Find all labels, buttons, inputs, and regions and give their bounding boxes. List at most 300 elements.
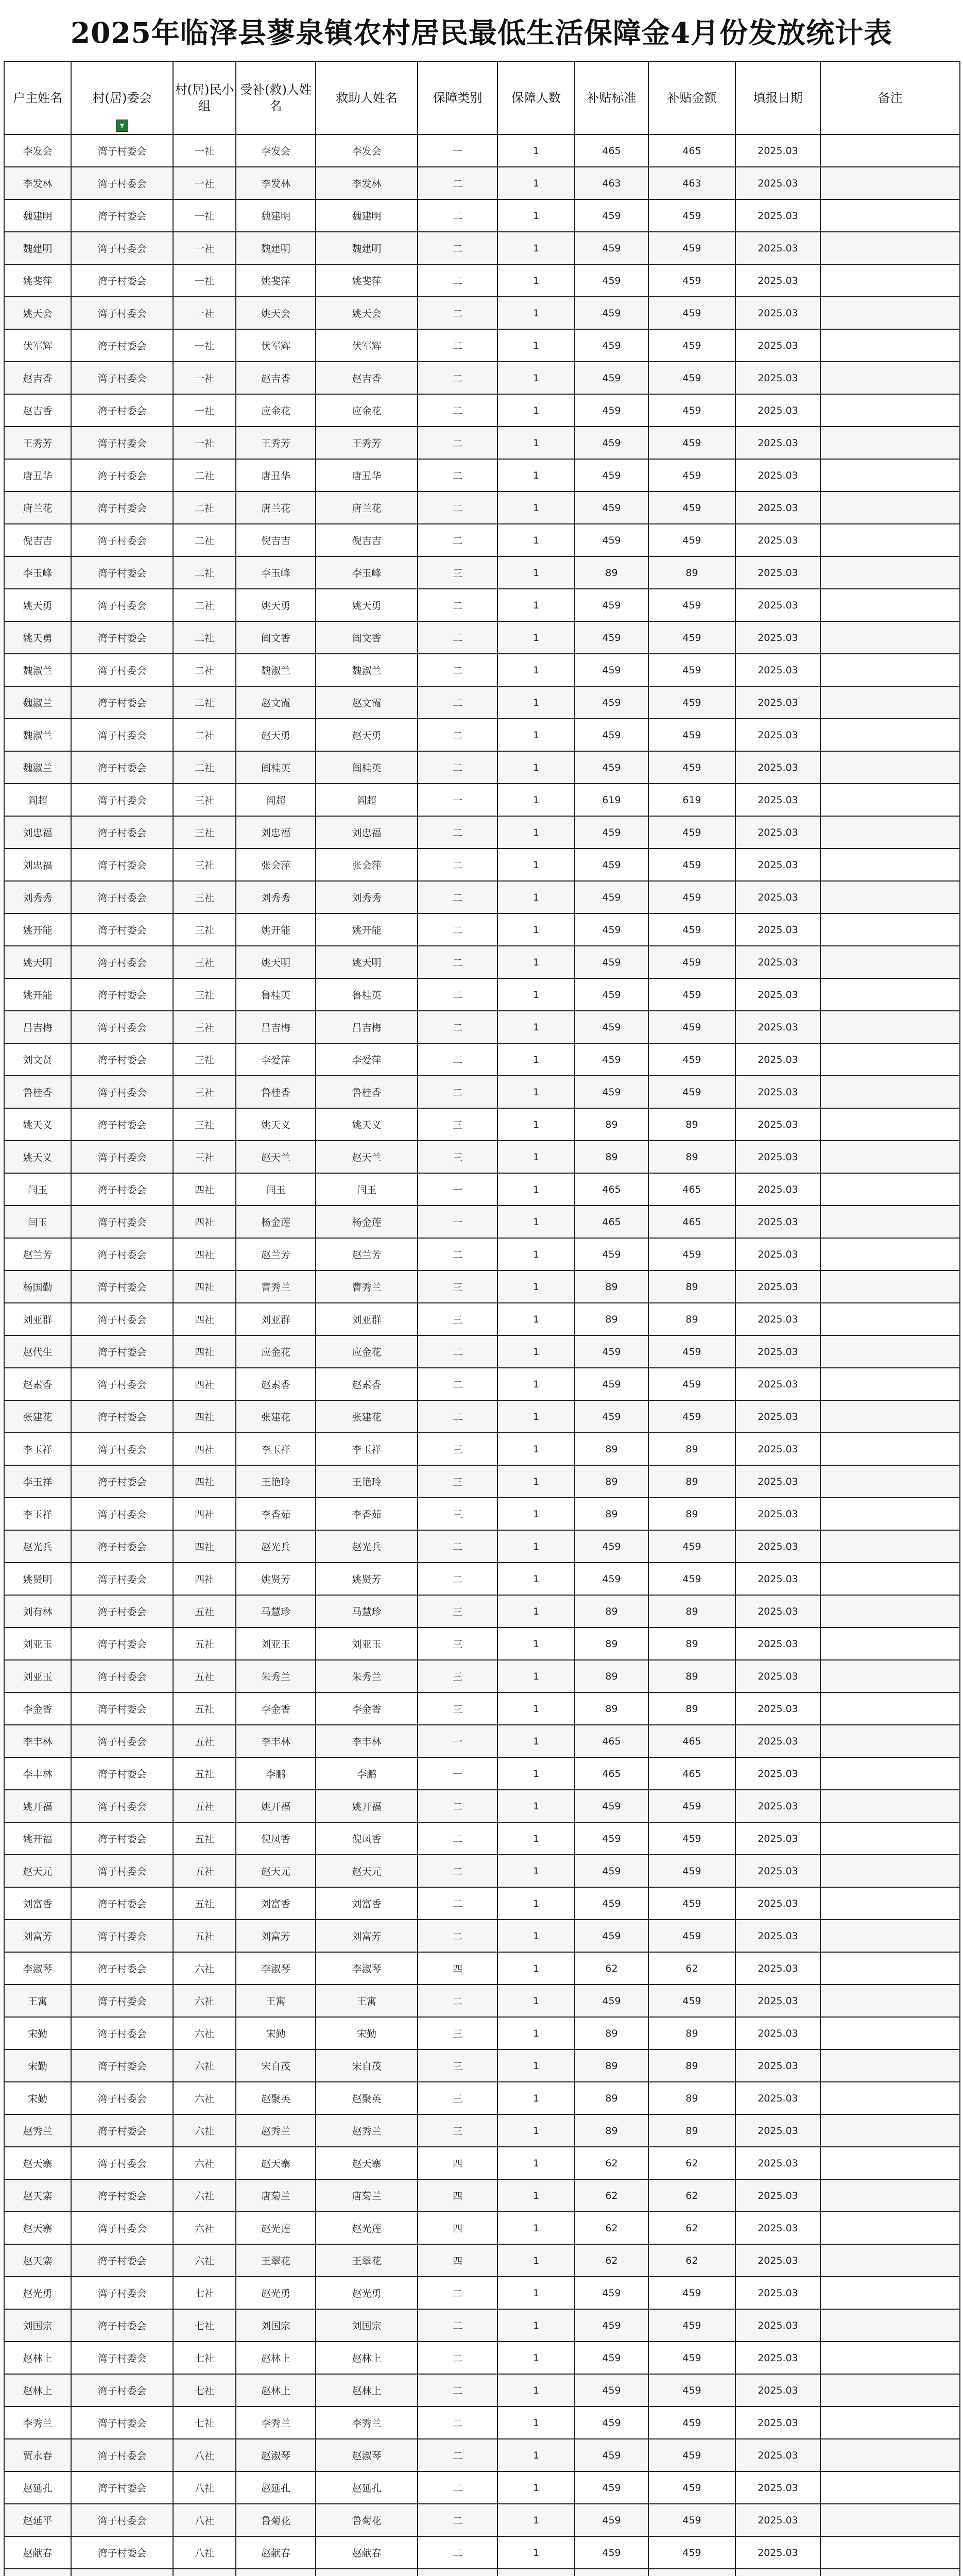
cell-aid-person[interactable]: 赵素香 <box>316 1368 418 1400</box>
cell-standard[interactable]: 459 <box>575 1855 648 1887</box>
cell-village-group[interactable]: 五社 <box>173 1790 236 1822</box>
cell-village-group[interactable]: 二社 <box>173 524 236 556</box>
cell-category[interactable]: 三 <box>418 1303 497 1335</box>
cell-standard[interactable]: 62 <box>575 1952 648 1985</box>
cell-remarks[interactable] <box>820 1303 960 1335</box>
cell-remarks[interactable] <box>820 2017 960 2049</box>
cell-village-group[interactable]: 三社 <box>173 849 236 881</box>
cell-category[interactable]: 三 <box>418 1433 497 1465</box>
cell-amount[interactable]: 465 <box>648 1173 735 1206</box>
cell-category[interactable]: 二 <box>418 686 497 719</box>
cell-standard[interactable]: 459 <box>575 1563 648 1595</box>
cell-standard[interactable]: 459 <box>575 1043 648 1076</box>
cell-category[interactable]: 二 <box>418 524 497 556</box>
cell-remarks[interactable] <box>820 1725 960 1757</box>
cell-recipient[interactable]: 唐菊兰 <box>236 2179 316 2212</box>
cell-recipient[interactable]: 张会萍 <box>236 849 316 881</box>
cell-aid-person[interactable]: 刘国宗 <box>316 2309 418 2342</box>
cell-remarks[interactable] <box>820 719 960 751</box>
cell-recipient[interactable]: 刘忠福 <box>236 816 316 849</box>
cell-count[interactable]: 1 <box>497 199 575 232</box>
cell-amount[interactable]: 459 <box>648 2536 735 2569</box>
cell-count[interactable]: 1 <box>497 2342 575 2374</box>
cell-village-committee[interactable]: 湾子村委会 <box>71 2504 173 2536</box>
cell-amount[interactable]: 459 <box>648 1335 735 1368</box>
cell-village-group[interactable]: 一社 <box>173 329 236 362</box>
cell-standard[interactable]: 459 <box>575 751 648 784</box>
cell-amount[interactable] <box>648 2569 735 2576</box>
cell-date[interactable]: 2025.03 <box>735 1400 820 1433</box>
cell-category[interactable]: 二 <box>418 2439 497 2471</box>
cell-category[interactable]: 二 <box>418 2536 497 2569</box>
cell-date[interactable]: 2025.03 <box>735 2114 820 2147</box>
cell-village-group[interactable]: 三社 <box>173 1076 236 1108</box>
column-header-recipient[interactable] <box>236 61 316 134</box>
cell-date[interactable]: 2025.03 <box>735 816 820 849</box>
cell-aid-person[interactable]: 李鹏 <box>316 1757 418 1790</box>
cell-standard[interactable]: 459 <box>575 459 648 492</box>
cell-standard[interactable]: 459 <box>575 589 648 621</box>
cell-category[interactable]: 四 <box>418 2147 497 2179</box>
cell-standard[interactable]: 459 <box>575 1790 648 1822</box>
cell-standard[interactable]: 465 <box>575 1725 648 1757</box>
cell-date[interactable]: 2025.03 <box>735 2342 820 2374</box>
cell-category[interactable]: 三 <box>418 2114 497 2147</box>
cell-aid-person[interactable]: 李淑琴 <box>316 1952 418 1985</box>
cell-standard[interactable]: 459 <box>575 946 648 978</box>
cell-amount[interactable]: 459 <box>648 394 735 427</box>
cell-village-committee[interactable]: 湾子村委会 <box>71 2309 173 2342</box>
cell-village-committee[interactable]: 湾子村委会 <box>71 1303 173 1335</box>
cell-date[interactable]: 2025.03 <box>735 2374 820 2406</box>
cell-count[interactable]: 1 <box>497 459 575 492</box>
cell-householder[interactable]: 唐兰花 <box>4 492 71 524</box>
cell-category[interactable]: 二 <box>418 199 497 232</box>
cell-village-group[interactable]: 二社 <box>173 654 236 686</box>
cell-count[interactable]: 1 <box>497 1887 575 1920</box>
cell-remarks[interactable] <box>820 2439 960 2471</box>
cell-count[interactable]: 1 <box>497 492 575 524</box>
cell-category[interactable]: 二 <box>418 492 497 524</box>
cell-recipient[interactable] <box>236 2569 316 2576</box>
cell-householder[interactable]: 赵林上 <box>4 2374 71 2406</box>
cell-recipient[interactable]: 赵光勇 <box>236 2277 316 2309</box>
cell-count[interactable]: 1 <box>497 1076 575 1108</box>
cell-standard[interactable]: 89 <box>575 1108 648 1141</box>
cell-recipient[interactable]: 赵吉香 <box>236 362 316 394</box>
cell-date[interactable]: 2025.03 <box>735 654 820 686</box>
cell-householder[interactable]: 赵天寨 <box>4 2212 71 2244</box>
cell-householder[interactable]: 姚斐萍 <box>4 264 71 297</box>
cell-remarks[interactable] <box>820 1757 960 1790</box>
cell-householder[interactable]: 李秀兰 <box>4 2406 71 2439</box>
cell-amount[interactable]: 465 <box>648 1206 735 1238</box>
cell-amount[interactable]: 459 <box>648 686 735 719</box>
cell-date[interactable]: 2025.03 <box>735 1368 820 1400</box>
cell-aid-person[interactable] <box>316 2569 418 2576</box>
column-header-householder[interactable] <box>4 61 71 134</box>
cell-aid-person[interactable]: 赵林上 <box>316 2342 418 2374</box>
cell-standard[interactable]: 89 <box>575 556 648 589</box>
cell-remarks[interactable] <box>820 946 960 978</box>
cell-village-group[interactable]: 四社 <box>173 1465 236 1498</box>
cell-category[interactable]: 三 <box>418 1660 497 1692</box>
cell-householder[interactable]: 赵兰芳 <box>4 1238 71 1270</box>
cell-householder[interactable]: 赵林上 <box>4 2342 71 2374</box>
column-header-village-committee[interactable] <box>71 61 173 134</box>
cell-remarks[interactable] <box>820 2406 960 2439</box>
cell-recipient[interactable]: 张建花 <box>236 1400 316 1433</box>
cell-householder[interactable]: 魏淑兰 <box>4 751 71 784</box>
cell-householder[interactable]: 姚天勇 <box>4 589 71 621</box>
cell-category[interactable]: 二 <box>418 621 497 654</box>
cell-recipient[interactable]: 唐丑华 <box>236 459 316 492</box>
cell-village-group[interactable]: 五社 <box>173 1887 236 1920</box>
cell-category[interactable]: 三 <box>418 1465 497 1498</box>
cell-amount[interactable]: 619 <box>648 784 735 816</box>
cell-amount[interactable]: 89 <box>648 1498 735 1530</box>
cell-date[interactable]: 2025.03 <box>735 492 820 524</box>
cell-village-committee[interactable]: 湾子村委会 <box>71 784 173 816</box>
cell-date[interactable]: 2025.03 <box>735 2439 820 2471</box>
cell-village-committee[interactable]: 湾子村委会 <box>71 1206 173 1238</box>
cell-recipient[interactable]: 李爱萍 <box>236 1043 316 1076</box>
cell-standard[interactable]: 459 <box>575 362 648 394</box>
cell-amount[interactable]: 459 <box>648 978 735 1011</box>
cell-aid-person[interactable]: 刘亚玉 <box>316 1628 418 1660</box>
cell-standard[interactable]: 459 <box>575 2342 648 2374</box>
cell-remarks[interactable] <box>820 2147 960 2179</box>
cell-standard[interactable]: 459 <box>575 816 648 849</box>
cell-householder[interactable]: 魏淑兰 <box>4 719 71 751</box>
cell-category[interactable]: 二 <box>418 2277 497 2309</box>
cell-category[interactable]: 二 <box>418 2504 497 2536</box>
cell-count[interactable]: 1 <box>497 1595 575 1628</box>
cell-recipient[interactable]: 姚开福 <box>236 1790 316 1822</box>
cell-category[interactable] <box>418 2569 497 2576</box>
cell-householder[interactable]: 李丰林 <box>4 1757 71 1790</box>
cell-count[interactable]: 1 <box>497 751 575 784</box>
cell-count[interactable]: 1 <box>497 1465 575 1498</box>
cell-count[interactable]: 1 <box>497 849 575 881</box>
cell-householder[interactable]: 李玉祥 <box>4 1433 71 1465</box>
cell-village-group[interactable]: 五社 <box>173 1855 236 1887</box>
cell-village-group[interactable]: 三社 <box>173 946 236 978</box>
cell-date[interactable]: 2025.03 <box>735 686 820 719</box>
cell-date[interactable]: 2025.03 <box>735 1757 820 1790</box>
cell-standard[interactable]: 459 <box>575 1400 648 1433</box>
cell-village-committee[interactable]: 湾子村委会 <box>71 849 173 881</box>
cell-standard[interactable]: 459 <box>575 1530 648 1563</box>
cell-standard[interactable]: 459 <box>575 2277 648 2309</box>
cell-date[interactable]: 2025.03 <box>735 913 820 946</box>
cell-count[interactable]: 1 <box>497 427 575 459</box>
cell-recipient[interactable]: 姚天勇 <box>236 589 316 621</box>
cell-amount[interactable]: 459 <box>648 2277 735 2309</box>
cell-category[interactable]: 二 <box>418 1790 497 1822</box>
cell-aid-person[interactable]: 王艳玲 <box>316 1465 418 1498</box>
cell-remarks[interactable] <box>820 1855 960 1887</box>
cell-village-committee[interactable]: 湾子村委会 <box>71 1173 173 1206</box>
cell-recipient[interactable]: 赵林上 <box>236 2342 316 2374</box>
cell-aid-person[interactable]: 姚天明 <box>316 946 418 978</box>
cell-remarks[interactable] <box>820 1985 960 2017</box>
cell-village-committee[interactable]: 湾子村委会 <box>71 1887 173 1920</box>
cell-amount[interactable]: 459 <box>648 1887 735 1920</box>
cell-village-committee[interactable]: 湾子村委会 <box>71 2212 173 2244</box>
cell-aid-person[interactable]: 王翠花 <box>316 2244 418 2277</box>
cell-householder[interactable]: 李玉祥 <box>4 1465 71 1498</box>
cell-recipient[interactable]: 李鹏 <box>236 1757 316 1790</box>
cell-village-committee[interactable]: 湾子村委会 <box>71 1725 173 1757</box>
cell-amount[interactable]: 62 <box>648 2147 735 2179</box>
cell-category[interactable]: 二 <box>418 2342 497 2374</box>
cell-village-committee[interactable]: 湾子村委会 <box>71 1141 173 1173</box>
cell-village-committee[interactable]: 湾子村委会 <box>71 1270 173 1303</box>
cell-amount[interactable]: 465 <box>648 1725 735 1757</box>
cell-village-group[interactable]: 四社 <box>173 1368 236 1400</box>
cell-date[interactable]: 2025.03 <box>735 784 820 816</box>
cell-remarks[interactable] <box>820 1400 960 1433</box>
cell-village-group[interactable]: 一社 <box>173 394 236 427</box>
cell-date[interactable]: 2025.03 <box>735 1660 820 1692</box>
cell-householder[interactable]: 赵天寨 <box>4 2147 71 2179</box>
cell-amount[interactable]: 459 <box>648 654 735 686</box>
cell-category[interactable]: 二 <box>418 1530 497 1563</box>
cell-remarks[interactable] <box>820 2049 960 2082</box>
cell-remarks[interactable] <box>820 1108 960 1141</box>
cell-village-group[interactable]: 八社 <box>173 2471 236 2504</box>
cell-date[interactable]: 2025.03 <box>735 329 820 362</box>
cell-standard[interactable]: 459 <box>575 1985 648 2017</box>
cell-count[interactable]: 1 <box>497 1530 575 1563</box>
cell-standard[interactable]: 459 <box>575 1822 648 1855</box>
cell-date[interactable]: 2025.03 <box>735 978 820 1011</box>
cell-date[interactable] <box>735 2569 820 2576</box>
cell-village-committee[interactable]: 湾子村委会 <box>71 1757 173 1790</box>
cell-category[interactable]: 二 <box>418 2309 497 2342</box>
cell-standard[interactable]: 62 <box>575 2212 648 2244</box>
cell-aid-person[interactable]: 倪凤香 <box>316 1822 418 1855</box>
cell-remarks[interactable] <box>820 2342 960 2374</box>
cell-date[interactable]: 2025.03 <box>735 1335 820 1368</box>
cell-standard[interactable]: 465 <box>575 1173 648 1206</box>
cell-category[interactable]: 二 <box>418 297 497 329</box>
cell-village-committee[interactable]: 湾子村委会 <box>71 556 173 589</box>
cell-category[interactable]: 二 <box>418 232 497 264</box>
cell-amount[interactable]: 89 <box>648 1303 735 1335</box>
cell-count[interactable]: 1 <box>497 2277 575 2309</box>
cell-aid-person[interactable]: 应金花 <box>316 1335 418 1368</box>
cell-householder[interactable]: 宋勤 <box>4 2082 71 2114</box>
cell-householder[interactable]: 姚天义 <box>4 1141 71 1173</box>
cell-householder[interactable]: 闫玉 <box>4 1173 71 1206</box>
cell-category[interactable]: 二 <box>418 264 497 297</box>
cell-remarks[interactable] <box>820 2504 960 2536</box>
cell-remarks[interactable] <box>820 1043 960 1076</box>
cell-aid-person[interactable]: 唐丑华 <box>316 459 418 492</box>
cell-amount[interactable]: 459 <box>648 1530 735 1563</box>
cell-category[interactable]: 二 <box>418 1563 497 1595</box>
cell-village-group[interactable]: 六社 <box>173 2147 236 2179</box>
cell-remarks[interactable] <box>820 654 960 686</box>
cell-village-group[interactable]: 五社 <box>173 1595 236 1628</box>
cell-recipient[interactable]: 李玉峰 <box>236 556 316 589</box>
cell-category[interactable]: 二 <box>418 978 497 1011</box>
cell-village-committee[interactable]: 湾子村委会 <box>71 1855 173 1887</box>
cell-householder[interactable]: 刘亚群 <box>4 1303 71 1335</box>
cell-remarks[interactable] <box>820 2471 960 2504</box>
cell-category[interactable]: 四 <box>418 2244 497 2277</box>
cell-village-group[interactable]: 一社 <box>173 134 236 167</box>
cell-category[interactable]: 二 <box>418 2471 497 2504</box>
cell-aid-person[interactable]: 魏淑兰 <box>316 654 418 686</box>
cell-recipient[interactable]: 鲁桂香 <box>236 1076 316 1108</box>
cell-village-committee[interactable]: 湾子村委会 <box>71 1563 173 1595</box>
cell-amount[interactable]: 459 <box>648 816 735 849</box>
cell-date[interactable]: 2025.03 <box>735 719 820 751</box>
cell-village-group[interactable]: 六社 <box>173 1985 236 2017</box>
cell-village-group[interactable]: 二社 <box>173 719 236 751</box>
cell-householder[interactable]: 姚天明 <box>4 946 71 978</box>
cell-remarks[interactable] <box>820 1692 960 1725</box>
cell-householder[interactable]: 宋勤 <box>4 2017 71 2049</box>
cell-amount[interactable]: 459 <box>648 881 735 913</box>
cell-householder[interactable]: 姚天会 <box>4 297 71 329</box>
cell-amount[interactable]: 459 <box>648 1238 735 1270</box>
cell-standard[interactable]: 465 <box>575 1206 648 1238</box>
cell-aid-person[interactable]: 鲁桂香 <box>316 1076 418 1108</box>
cell-date[interactable]: 2025.03 <box>735 2212 820 2244</box>
cell-aid-person[interactable]: 唐菊兰 <box>316 2179 418 2212</box>
cell-householder[interactable]: 赵秀兰 <box>4 2114 71 2147</box>
cell-village-committee[interactable]: 湾子村委会 <box>71 1822 173 1855</box>
cell-householder[interactable]: 刘文贤 <box>4 1043 71 1076</box>
cell-standard[interactable]: 459 <box>575 1887 648 1920</box>
cell-village-committee[interactable]: 湾子村委会 <box>71 167 173 199</box>
column-header-category[interactable] <box>418 61 497 134</box>
cell-count[interactable]: 1 <box>497 1303 575 1335</box>
cell-category[interactable]: 三 <box>418 1595 497 1628</box>
cell-remarks[interactable] <box>820 1952 960 1985</box>
cell-recipient[interactable]: 应金花 <box>236 394 316 427</box>
cell-amount[interactable]: 62 <box>648 2244 735 2277</box>
cell-householder[interactable]: 倪吉吉 <box>4 524 71 556</box>
cell-standard[interactable]: 459 <box>575 492 648 524</box>
cell-aid-person[interactable]: 李发会 <box>316 134 418 167</box>
cell-date[interactable]: 2025.03 <box>735 264 820 297</box>
cell-aid-person[interactable]: 鲁菊花 <box>316 2504 418 2536</box>
cell-householder[interactable] <box>4 2569 71 2576</box>
cell-recipient[interactable]: 赵光兵 <box>236 1530 316 1563</box>
cell-recipient[interactable]: 赵延孔 <box>236 2471 316 2504</box>
cell-standard[interactable]: 89 <box>575 1628 648 1660</box>
cell-remarks[interactable] <box>820 329 960 362</box>
cell-village-group[interactable]: 八社 <box>173 2536 236 2569</box>
cell-village-group[interactable]: 三社 <box>173 978 236 1011</box>
cell-count[interactable]: 1 <box>497 1206 575 1238</box>
cell-amount[interactable]: 459 <box>648 1368 735 1400</box>
cell-date[interactable]: 2025.03 <box>735 881 820 913</box>
cell-village-committee[interactable]: 湾子村委会 <box>71 1952 173 1985</box>
cell-village-committee[interactable]: 湾子村委会 <box>71 264 173 297</box>
cell-amount[interactable]: 89 <box>648 1465 735 1498</box>
cell-remarks[interactable] <box>820 492 960 524</box>
cell-amount[interactable]: 459 <box>648 492 735 524</box>
cell-date[interactable]: 2025.03 <box>735 1043 820 1076</box>
cell-date[interactable]: 2025.03 <box>735 1855 820 1887</box>
cell-amount[interactable]: 465 <box>648 1757 735 1790</box>
cell-remarks[interactable] <box>820 849 960 881</box>
cell-village-committee[interactable]: 湾子村委会 <box>71 1433 173 1465</box>
cell-amount[interactable]: 89 <box>648 1595 735 1628</box>
cell-village-group[interactable]: 七社 <box>173 2277 236 2309</box>
cell-aid-person[interactable]: 刘富香 <box>316 1887 418 1920</box>
cell-category[interactable]: 二 <box>418 1011 497 1043</box>
cell-aid-person[interactable]: 闫玉 <box>316 1173 418 1206</box>
cell-date[interactable]: 2025.03 <box>735 1822 820 1855</box>
column-header-remarks[interactable] <box>820 61 960 134</box>
cell-remarks[interactable] <box>820 1206 960 1238</box>
cell-householder[interactable]: 阎超 <box>4 784 71 816</box>
cell-aid-person[interactable]: 李丰林 <box>316 1725 418 1757</box>
cell-date[interactable]: 2025.03 <box>735 556 820 589</box>
cell-amount[interactable]: 89 <box>648 2049 735 2082</box>
cell-remarks[interactable] <box>820 459 960 492</box>
cell-village-group[interactable]: 七社 <box>173 2342 236 2374</box>
cell-recipient[interactable]: 杨金莲 <box>236 1206 316 1238</box>
cell-aid-person[interactable]: 吕吉梅 <box>316 1011 418 1043</box>
cell-standard[interactable]: 459 <box>575 1076 648 1108</box>
cell-remarks[interactable] <box>820 427 960 459</box>
cell-village-committee[interactable]: 湾子村委会 <box>71 362 173 394</box>
cell-standard[interactable]: 89 <box>575 2082 648 2114</box>
cell-date[interactable]: 2025.03 <box>735 1985 820 2017</box>
column-header-count[interactable] <box>497 61 575 134</box>
cell-recipient[interactable]: 赵天兰 <box>236 1141 316 1173</box>
cell-remarks[interactable] <box>820 167 960 199</box>
cell-category[interactable]: 二 <box>418 362 497 394</box>
cell-count[interactable]: 1 <box>497 1011 575 1043</box>
cell-village-committee[interactable]: 湾子村委会 <box>71 2244 173 2277</box>
cell-date[interactable]: 2025.03 <box>735 524 820 556</box>
cell-count[interactable]: 1 <box>497 2049 575 2082</box>
cell-householder[interactable]: 李玉祥 <box>4 1498 71 1530</box>
cell-householder[interactable]: 鲁桂香 <box>4 1076 71 1108</box>
cell-village-committee[interactable]: 湾子村委会 <box>71 1011 173 1043</box>
cell-category[interactable]: 二 <box>418 849 497 881</box>
cell-standard[interactable]: 459 <box>575 654 648 686</box>
cell-category[interactable]: 二 <box>418 913 497 946</box>
cell-recipient[interactable]: 阎文香 <box>236 621 316 654</box>
cell-date[interactable]: 2025.03 <box>735 1563 820 1595</box>
cell-remarks[interactable] <box>820 1530 960 1563</box>
cell-date[interactable]: 2025.03 <box>735 232 820 264</box>
cell-count[interactable]: 1 <box>497 1141 575 1173</box>
cell-count[interactable]: 1 <box>497 2244 575 2277</box>
cell-village-committee[interactable]: 湾子村委会 <box>71 1660 173 1692</box>
cell-aid-person[interactable]: 阎文香 <box>316 621 418 654</box>
cell-standard[interactable]: 62 <box>575 2244 648 2277</box>
cell-count[interactable]: 1 <box>497 1498 575 1530</box>
cell-amount[interactable]: 459 <box>648 589 735 621</box>
cell-householder[interactable]: 刘忠福 <box>4 816 71 849</box>
cell-amount[interactable]: 62 <box>648 2179 735 2212</box>
cell-remarks[interactable] <box>820 2536 960 2569</box>
cell-village-committee[interactable]: 湾子村委会 <box>71 2536 173 2569</box>
cell-village-committee[interactable]: 湾子村委会 <box>71 686 173 719</box>
cell-category[interactable]: 二 <box>418 459 497 492</box>
